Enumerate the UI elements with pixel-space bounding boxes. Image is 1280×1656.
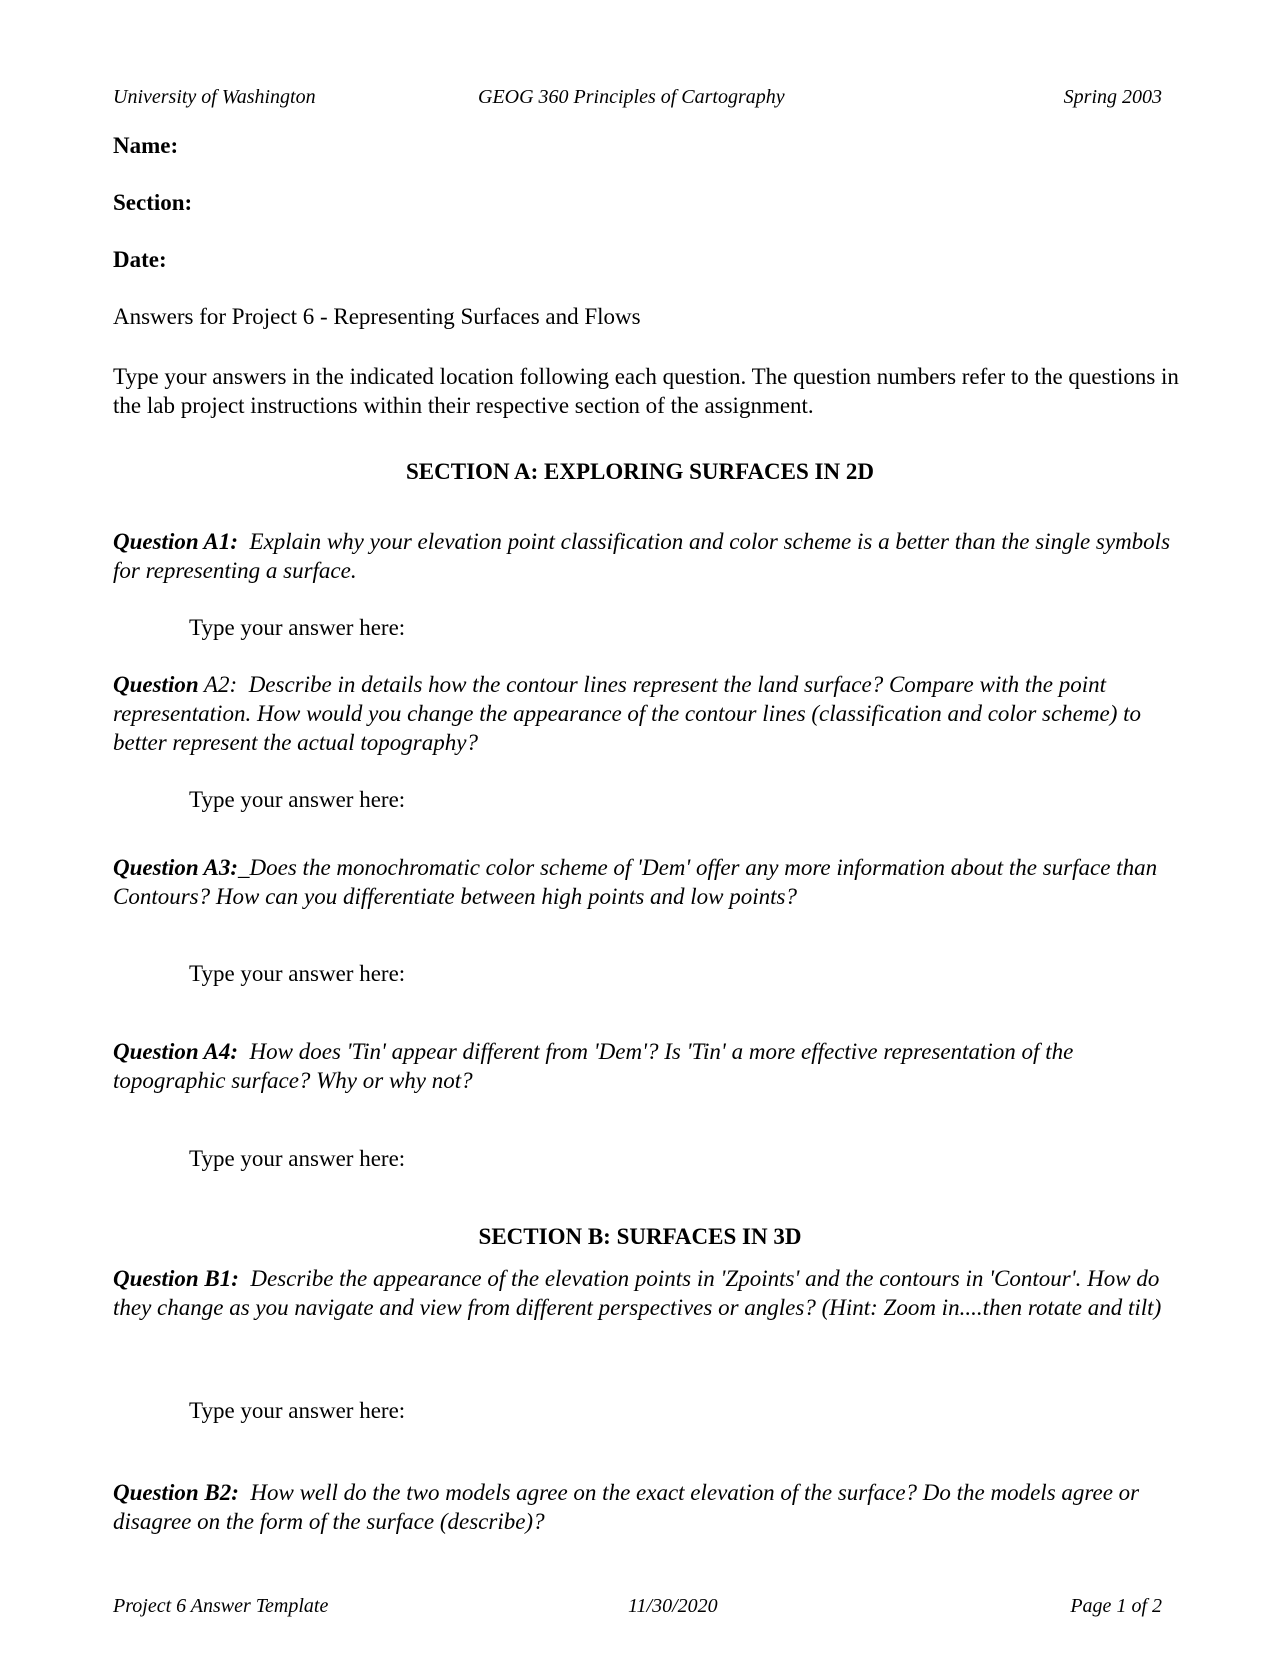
header-course: GEOG 360 Principles of Cartography [478, 86, 785, 108]
name-label: Name: [113, 133, 179, 158]
answer-a1-prompt[interactable]: Type your answer here: [189, 615, 406, 640]
date-label: Date: [113, 247, 167, 272]
question-a4-label: Question A4: [113, 1039, 239, 1064]
footer-page-number: Page 1 of 2 [1070, 1595, 1162, 1617]
question-a1 [113, 527, 1183, 585]
section-a-heading: SECTION A: EXPLORING SURFACES IN 2D [406, 459, 874, 484]
question-a3-text: _Does the monochromatic color scheme of 'Dem' offer any more information about the surface than Contours? How can you differentiate between high points and low points? [113, 855, 1158, 909]
section-label: Section: [113, 190, 193, 215]
question-a3 [113, 853, 1183, 911]
question-a2 [113, 670, 1183, 757]
question-a1-label: Question A1: [113, 529, 239, 554]
question-b1-label: Question B1: [113, 1266, 239, 1291]
header-term: Spring 2003 [1063, 86, 1162, 108]
question-a2-label-number: A2: [198, 672, 238, 697]
question-b1-text: Describe the appearance of the elevation points in 'Zpoints' and the contours in 'Contour'. How do they change as you navigate and view from different perspectives or angles? (Hint: Zoom in....then rotate and tilt) [113, 1266, 1162, 1320]
answer-b1-prompt[interactable]: Type your answer here: [189, 1398, 406, 1423]
answer-a3-prompt[interactable]: Type your answer here: [189, 961, 406, 986]
question-a1-text: Explain why your elevation point classification and color scheme is a better than the single symbols for representing a surface. [113, 529, 1171, 583]
footer-template-name: Project 6 Answer Template [113, 1595, 329, 1617]
question-b2 [113, 1478, 1183, 1536]
document-title: Answers for Project 6 - Representing Surfaces and Flows [113, 304, 641, 329]
question-a2-text: Describe in details how the contour lines represent the land surface? Compare with the point representation. How would you change the appearance of the contour lines (classification and color scheme) to better represent the actual topography? [113, 672, 1142, 755]
answer-a4-prompt[interactable]: Type your answer here: [189, 1146, 406, 1171]
question-b2-label: Question B2: [113, 1480, 239, 1505]
question-a4 [113, 1037, 1183, 1095]
question-a3-label: Question A3: [113, 855, 239, 880]
question-a4-text: How does 'Tin' appear different from 'Dem'? Is 'Tin' a more effective representation of the topographic surface? Why or why not? [113, 1039, 1074, 1093]
footer-date: 11/30/2020 [628, 1595, 718, 1617]
question-b1 [113, 1264, 1183, 1322]
question-a2-label: Question [113, 672, 199, 697]
section-b-heading: SECTION B: SURFACES IN 3D [478, 1224, 802, 1249]
instructions: Type your answers in the indicated location following each question. The question numbers refer to the questions in the lab project instructions within their respective section of the assignment. [113, 364, 1179, 418]
header-institution: University of Washington [113, 86, 316, 108]
answer-a2-prompt[interactable]: Type your answer here: [189, 787, 406, 812]
question-b2-text: How well do the two models agree on the exact elevation of the surface? Do the models agree or disagree on the form of the surface (describe)? [113, 1480, 1140, 1534]
